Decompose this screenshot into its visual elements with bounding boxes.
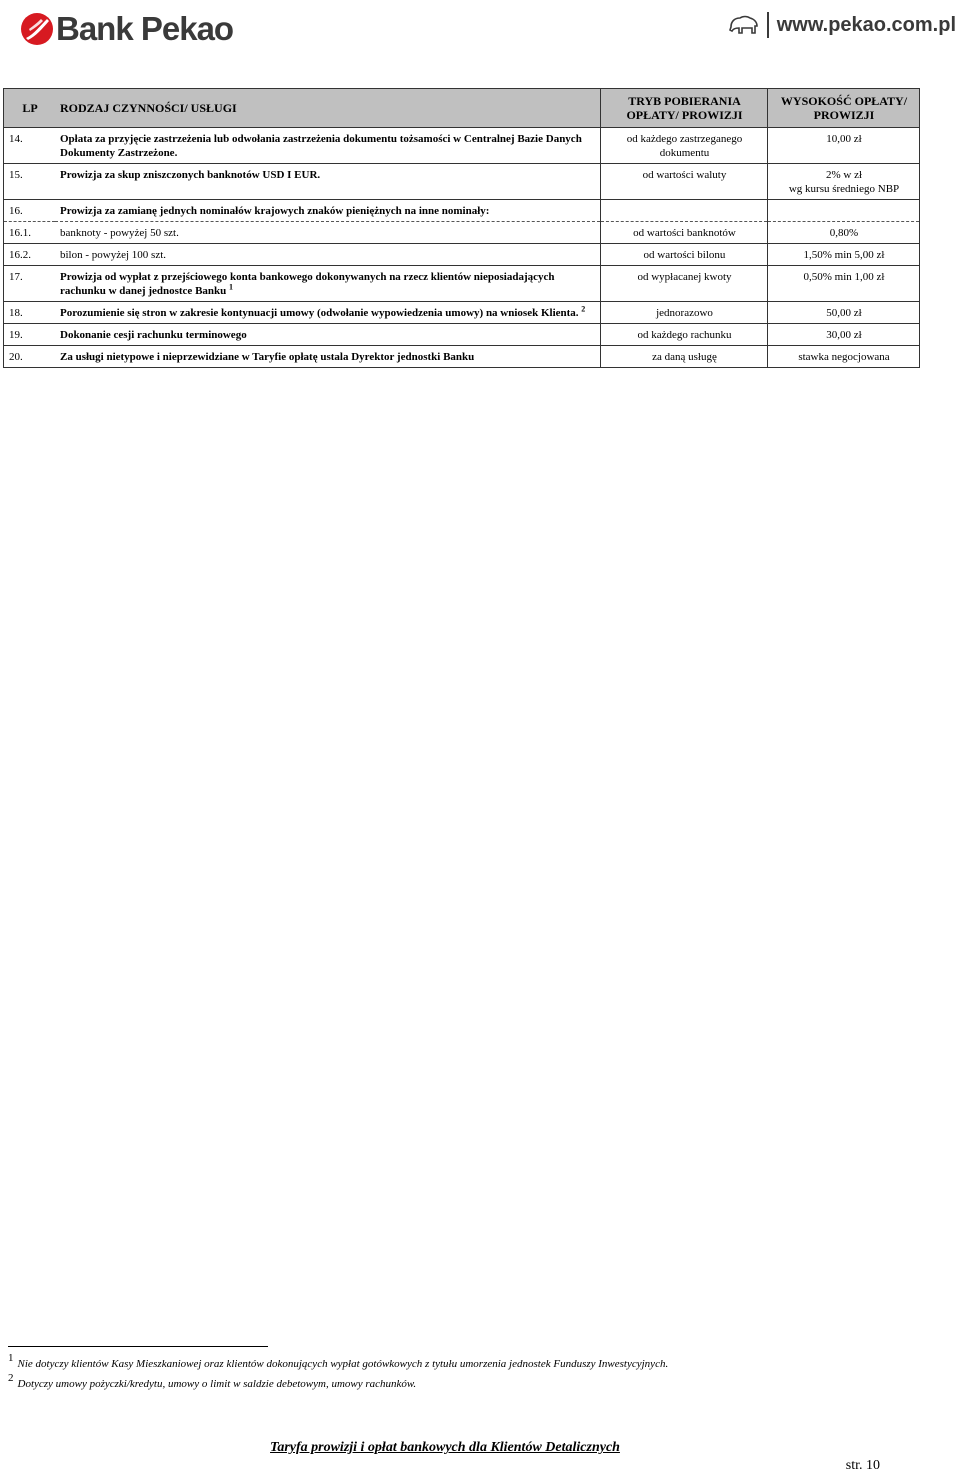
table-row — [4, 346, 920, 368]
row-desc: banknoty - powyżej 50 szt. — [55, 222, 601, 244]
row-lp: 14. — [4, 128, 56, 164]
row-desc-cell — [55, 266, 601, 302]
header-desc: RODZAJ CZYNNOŚCI/ USŁUGI — [55, 89, 601, 128]
row-amount: 30,00 zł — [768, 324, 920, 346]
document-title: Taryfa prowizji i opłat bankowych dla Klientów Detalicznych — [270, 1440, 620, 1455]
row-desc: Opłata za przyjęcie zastrzeżenia lub odwołania zastrzeżenia dokumentu tożsamości w Centralnej Bazie Danych Dokumenty Zastrzeżone. — [55, 128, 601, 164]
row-desc: Prowizja za zamianę jednych nominałów krajowych znaków pieniężnych na inne nominały: — [55, 200, 601, 222]
row-lp: 16.2. — [4, 244, 56, 266]
row-lp: 15. — [4, 164, 56, 200]
row-mode: jednorazowo — [601, 302, 768, 324]
header-amount: WYSOKOŚĆ OPŁATY/ PROWIZJI — [768, 89, 920, 128]
row-mode: od wartości waluty — [601, 164, 768, 200]
table-row — [4, 266, 920, 302]
row-desc: Dokonanie cesji rachunku terminowego — [55, 324, 601, 346]
footnote-text: Dotyczy umowy pożyczki/kredytu, umowy o limit w saldzie debetowym, umowy rachunków. — [17, 1378, 417, 1390]
bison-icon — [729, 13, 759, 37]
row-amount: 50,00 zł — [768, 302, 920, 324]
logo-text: Bank Pekao — [56, 10, 234, 47]
row-lp: 19. — [4, 324, 56, 346]
table-row — [4, 200, 920, 222]
footnote-number: 1 — [8, 1352, 14, 1364]
footnote-ref: 2 — [581, 304, 586, 314]
row-mode: od wartości banknotów — [601, 222, 768, 244]
row-lp: 16.1. — [4, 222, 56, 244]
table-row — [4, 222, 920, 244]
row-desc-cell — [55, 302, 601, 324]
table-row — [4, 164, 920, 200]
footnote-1 — [8, 1352, 669, 1370]
row-amount: stawka negocjowana — [768, 346, 920, 368]
table-row — [4, 324, 920, 346]
pekao-logo-icon — [20, 12, 54, 46]
footnote-text: Nie dotyczy klientów Kasy Mieszkaniowej oraz klientów dokonujących wypłat gotówkowych z tytułu umorzenia jednostek Funduszy Inwestycyjnych. — [17, 1358, 669, 1370]
row-lp: 17. — [4, 266, 56, 302]
row-desc: Prowizja za skup zniszczonych banknotów USD I EUR. — [55, 164, 601, 200]
table-row — [4, 244, 920, 266]
row-mode: za daną usługę — [601, 346, 768, 368]
row-amount — [768, 200, 920, 222]
row-amount: 10,00 zł — [768, 128, 920, 164]
row-mode: od każdego zastrzeganego dokumentu — [601, 128, 768, 164]
site-url[interactable]: www.pekao.com.pl — [776, 13, 956, 36]
table-row — [4, 128, 920, 164]
row-lp: 18. — [4, 302, 56, 324]
row-mode: od wypłacanej kwoty — [601, 266, 768, 302]
footnote-ref: 1 — [229, 282, 234, 292]
bank-logo — [20, 10, 233, 48]
row-lp: 20. — [4, 346, 56, 368]
row-amount-note: wg kursu średniego NBP — [788, 183, 900, 195]
row-desc: bilon - powyżej 100 szt. — [55, 244, 601, 266]
row-amount: 0,50% min 1,00 zł — [768, 266, 920, 302]
row-amount: 1,50% min 5,00 zł — [768, 244, 920, 266]
header-divider — [767, 12, 769, 38]
row-amount: 0,80% — [768, 222, 920, 244]
row-desc: Prowizja od wypłat z przejściowego konta bankowego dokonywanych na rzecz klientów nieposiadających rachunku w danej jednostce Banku — [60, 271, 555, 297]
row-desc: Za usługi nietypowe i nieprzewidziane w Taryfie opłatę ustala Dyrektor jednostki Banku — [55, 346, 601, 368]
table-row — [4, 302, 920, 324]
footnote-number: 2 — [8, 1372, 14, 1384]
page-number: str. 10 — [845, 1458, 880, 1473]
footnote-2 — [8, 1372, 417, 1390]
row-lp: 16. — [4, 200, 56, 222]
site-address — [729, 12, 956, 38]
row-desc: Porozumienie się stron w zakresie kontynuacji umowy (odwołanie wypowiedzenia umowy) na wniosek Klienta. — [60, 307, 579, 319]
row-mode: od każdego rachunku — [601, 324, 768, 346]
fee-table — [3, 88, 920, 368]
table-header — [4, 89, 920, 128]
row-mode: od wartości bilonu — [601, 244, 768, 266]
footnote-divider — [8, 1346, 268, 1347]
header-mode: TRYB POBIERANIA OPŁATY/ PROWIZJI — [601, 89, 768, 128]
row-amount-cell — [768, 164, 920, 200]
header-lp: LP — [4, 89, 56, 128]
row-amount: 2% w zł — [825, 169, 863, 181]
row-mode — [601, 200, 768, 222]
